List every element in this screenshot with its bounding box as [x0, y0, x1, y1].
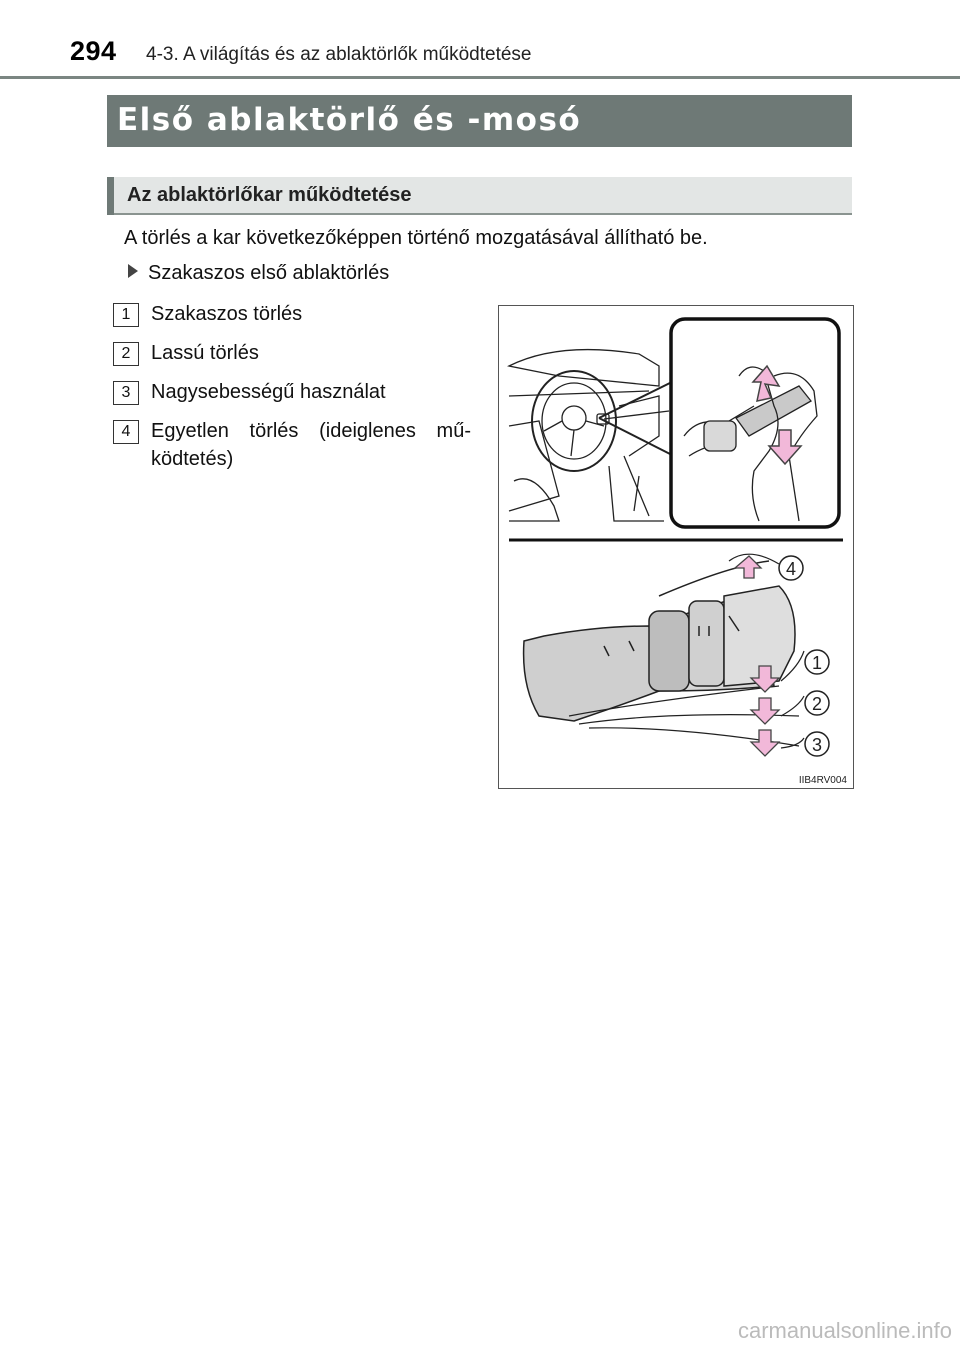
callout-leader-3 [781, 738, 804, 748]
svg-text:4: 4 [785, 559, 797, 579]
section-title: 4-3. A világítás és az ablaktörlők működtetése [146, 44, 532, 65]
number-badge: 1 [113, 303, 139, 327]
page-number: 294 [70, 36, 117, 66]
number-badge: 4 [113, 420, 139, 444]
list-item-1 [113, 300, 302, 328]
svg-text:1: 1 [811, 653, 823, 673]
list-item-text: Szakaszos törlés [151, 303, 303, 325]
callout-4 [779, 556, 803, 580]
callout-1 [805, 650, 829, 674]
subsection-title: Az ablaktörlőkar működtetése [127, 184, 412, 206]
arrow-low-icon [751, 698, 779, 724]
svg-text:3: 3 [811, 735, 823, 755]
callout-3 [805, 732, 829, 756]
callout-2 [805, 691, 829, 715]
watermark: carmanualsonline.info [737, 1318, 952, 1343]
subsection-accent [107, 177, 114, 215]
wiper-lever-drawing [524, 561, 799, 746]
intro-text: A törlés a kar következőképpen történő mozgatásával állítható be. [124, 227, 708, 249]
page-header [0, 0, 960, 80]
number-badge: 2 [113, 342, 139, 366]
cabin-interior-drawing [509, 350, 669, 521]
triangle-bullet-icon [128, 264, 138, 278]
wiper-illustration [499, 306, 853, 788]
wiper-lever-figure [498, 305, 854, 789]
callout-leader-2 [781, 696, 804, 716]
list-item-text: Lassú törlés [151, 342, 259, 364]
header-rule [0, 76, 960, 79]
main-title: Első ablaktörlő és -mosó [117, 102, 582, 138]
list-item-text: Nagysebességű használat [151, 381, 386, 403]
figure-code: IIB4RV004 [798, 775, 847, 786]
bullet-item [128, 262, 389, 285]
list-item-3 [113, 378, 386, 406]
arrow-single-wipe-icon [735, 556, 761, 578]
number-badge: 3 [113, 381, 139, 405]
arrow-high-icon [751, 730, 779, 756]
list-item-2 [113, 339, 259, 367]
list-item-text: Egyetlen törlés (ideiglenes mű-ködtetés) [151, 420, 471, 470]
svg-text:2: 2 [811, 694, 823, 714]
main-title-bar [107, 95, 852, 147]
subsection-bar [107, 177, 852, 215]
list-item-4 [113, 417, 478, 473]
bullet-text: Szakaszos első ablaktörlés [148, 262, 390, 284]
